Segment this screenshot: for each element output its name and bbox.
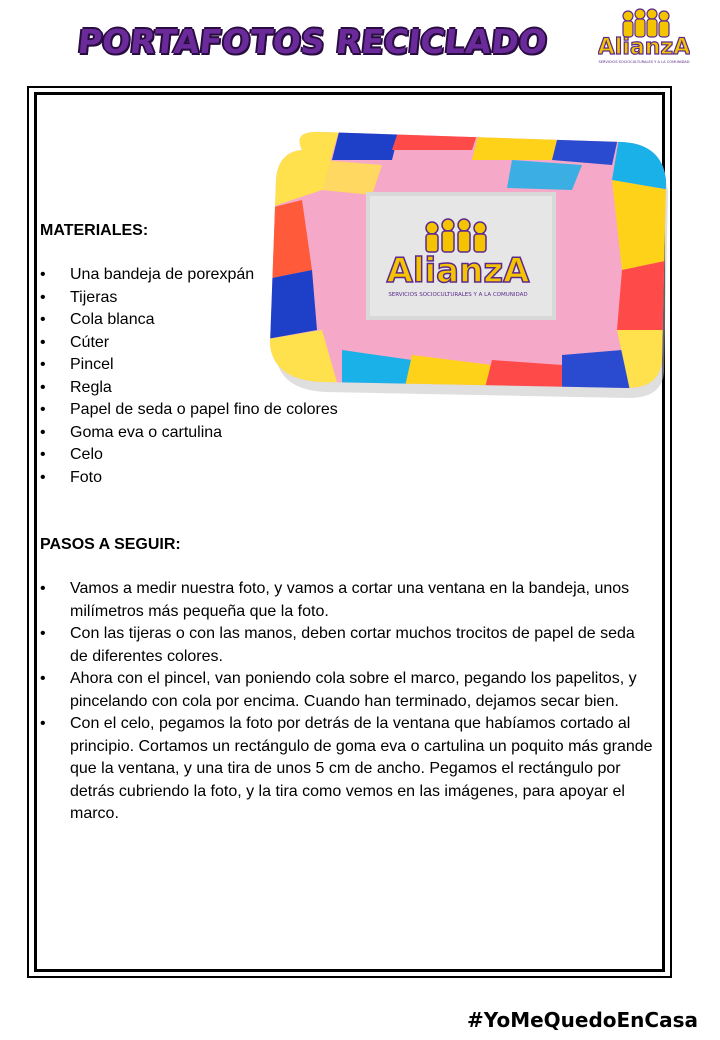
list-item: • Papel de seda o papel fino de colores [40, 399, 338, 422]
list-item: • Regla [40, 377, 338, 400]
list-item: • Con el celo, pegamos la foto por detrás de la ventana que habíamos cortado al principio. Cortamos un rectángulo de goma eva o cartulina un poquito más grande que la ventana, y una tira de unos 5 cm de ancho. Pegamos el rectángulo por detrás cubriendo la foto, y la tira como vemos en las imágenes, para apoyar el marco. [40, 713, 655, 826]
tray-logo-tagline: SERVICIOS SOCIOCULTURALES Y A LA COMUNIDAD [388, 292, 528, 298]
list-item: • Goma eva o cartulina [40, 422, 338, 445]
logo-wordmark: AlianzA [598, 35, 690, 60]
list-item: • Vamos a medir nuestra foto, y vamos a cortar una ventana en la bandeja, unos milímetros más pequeña que la foto. [40, 578, 655, 623]
materials-heading: MATERIALES: [40, 222, 149, 239]
list-item: • Celo [40, 444, 338, 467]
list-item: • Una bandeja de porexpán [40, 264, 338, 287]
list-item: • Ahora con el pincel, van poniendo cola sobre el marco, pegando los papelitos, y pincelando con cola por encima. Cuando han terminado, dejamos secar bien. [40, 668, 655, 713]
materials-list [40, 264, 338, 489]
list-item: • Pincel [40, 354, 338, 377]
list-item: • Tijeras [40, 287, 338, 310]
list-item: • Con las tijeras o con las manos, deben cortar muchos trocitos de papel de seda de diferentes colores. [40, 623, 655, 668]
list-item: • Foto [40, 467, 338, 490]
page-title: PORTAFOTOS RECICLADO [75, 22, 549, 61]
list-item: • Cúter [40, 332, 338, 355]
steps-heading: PASOS A SEGUIR: [40, 536, 181, 553]
list-item: • Cola blanca [40, 309, 338, 332]
tray-logo-wordmark: AlianzA [386, 251, 530, 291]
hashtag: #YoMeQuedoEnCasa [467, 1008, 698, 1032]
alianza-logo [598, 6, 690, 66]
logo-tagline: SERVICIOS SOCIOCULTURALES Y A LA COMUNIDAD [598, 60, 690, 64]
steps-list [40, 578, 655, 826]
